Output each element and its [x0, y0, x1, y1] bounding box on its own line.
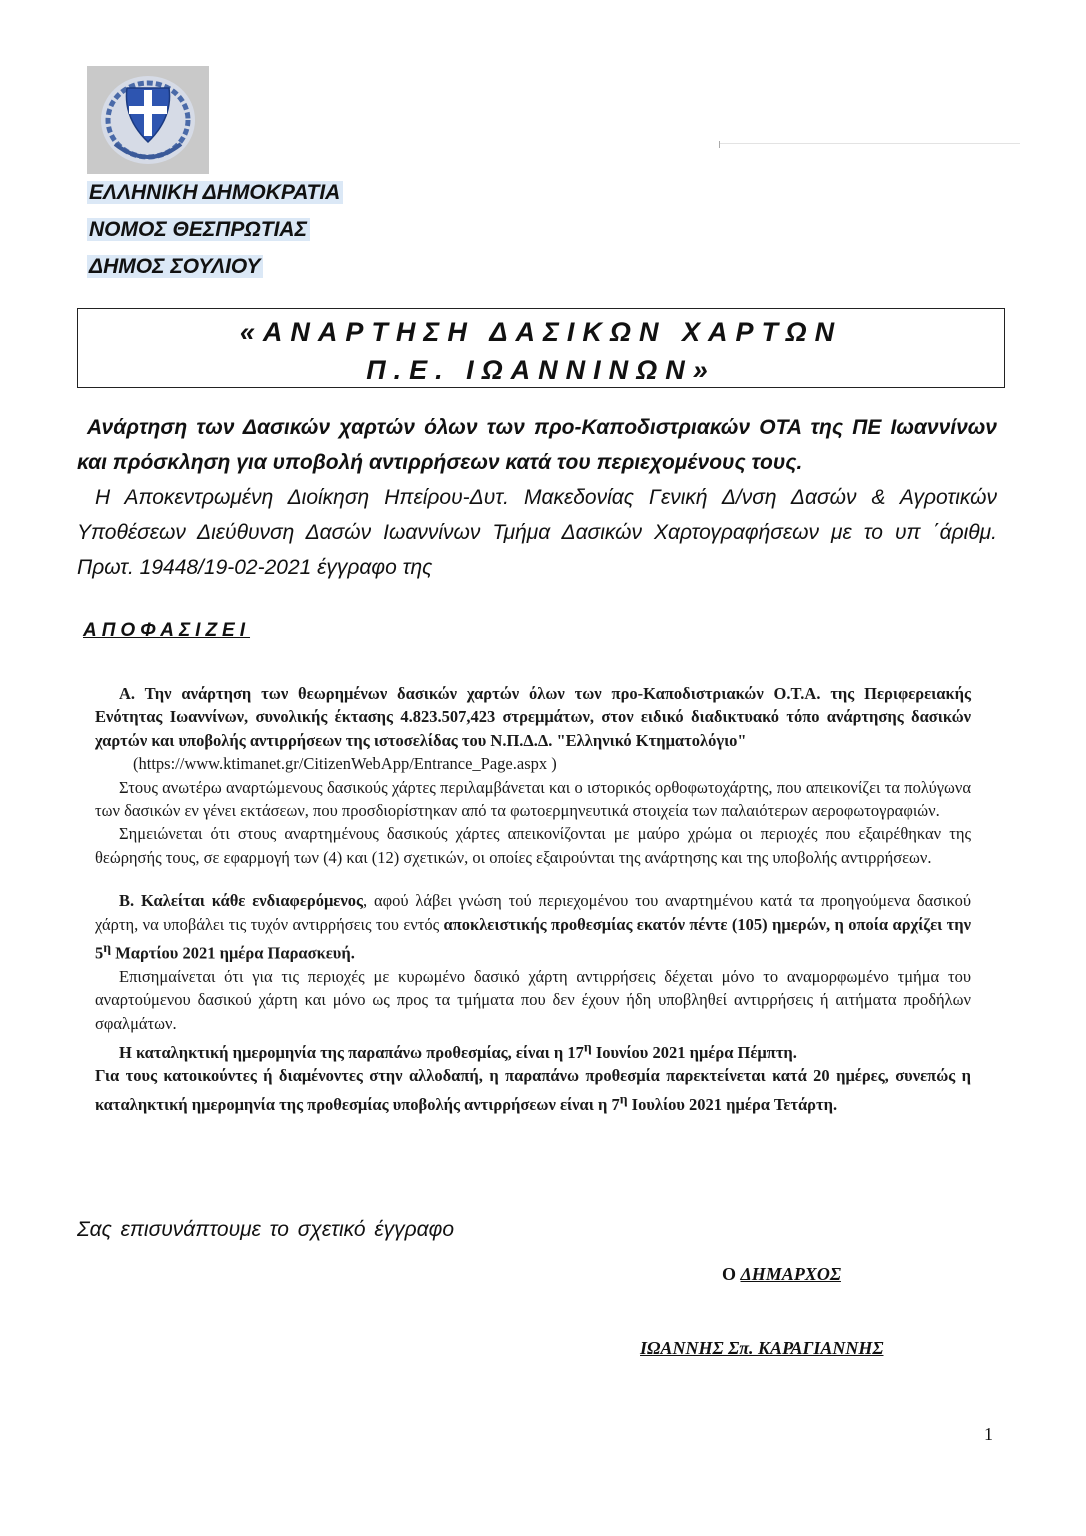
page-number: 1 — [984, 1424, 993, 1444]
signatory-article: Ο — [722, 1264, 737, 1284]
signatory-role: ΔΗΜΑΡΧΟΣ — [740, 1264, 841, 1284]
decree-a-paragraph-3: Σημειώνεται ότι στους αναρτημένους δασικούς χάρτες απεικονίζονται με μαύρο χρώμα οι περιοχές που εξαιρέθηκαν της θεώρησής τους, σε εφαρμογή των (4) και (12) σχετικών, οι οποίες εξαιρούνται της ανάρτησης και της υποβολής αντιρρήσεων. — [95, 824, 971, 867]
decree-b-deadline: Η καταληκτική ημερομηνία της παραπάνω προθεσμίας, είναι η $17^\eta$ Ιουνίου 2021 ημέρα Πέμπτη. — [119, 1039, 797, 1062]
intro-text — [77, 410, 997, 585]
header-rule — [720, 143, 1020, 144]
decree-b-paragraph-2: Επισημαίνεται ότι για τις περιοχές με κυρωμένο δασικό χάρτη αντιρρήσεις δέχεται μόνο το αναμορφωμένο τμήμα του αναρτούμενου δασικού χάρτη και μόνο ως προς τα τμήματα που δεν έχουν ήδη υποβληθεί αντιρρήσεις ή αιτήματα προδήλων σφαλμάτων. — [95, 966, 971, 1033]
emblem — [87, 66, 209, 174]
header-line-republic: ΕΛΛΗΝΙΚΗ ΔΗΜΟΚΡΑΤΙΑ — [87, 174, 343, 211]
signatory-name: ΙΩΑΝΝΗΣ Σπ. ΚΑΡΑΓΙΑΝΝΗΣ — [640, 1338, 884, 1358]
decree-a-paragraph-2: Στους ανωτέρω αναρτώμενους δασικούς χάρτες περιλαμβάνεται και ο ιστορικός ορθοφωτοχάρτης, που απεικονίζει τα πολύγωνα των δασικών εν γένει εκτάσεων, που προσδιορίστηκαν από τα φωτοερμηνευτικά στοιχεία των παλαιότερων αεροφωτογραφιών. — [95, 777, 971, 821]
title-line-1: «ΑΝΑΡΤΗΣΗ ΔΑΣΙΚΩΝ ΧΑΡΤΩΝ — [239, 317, 843, 347]
attachment-note: Σας επισυνάπτουμε το σχετικό έγγραφο — [77, 1218, 454, 1241]
decree-a-paragraph: Α. Την ανάρτηση των θεωρημένων δασικών χαρτών όλων των προ-Καποδιστριακών Ο.Τ.Α. της Περιφερειακής Ενότητας Ιωαννίνων, συνολικής έκτασης 4.823.507,423 στρεμμάτων, στον ειδικό διαδικτυακό τόπο ανάρτησης δασικών χαρτών και υποβολής αντιρρήσεων της ιστοσελίδας του Ν.Π.Δ.Δ. "Ελληνικό Κτηματολόγιο" — [95, 684, 971, 750]
decree-b-abroad: Για τους κατοικούντες ή διαμένοντες στην αλλοδαπή, η παραπάνω προθεσμία παρεκτείνεται κατά 20 ημέρες, συνεπώς η καταληκτική ημερομηνία της προθεσμίας υποβολής αντιρρήσεων είναι η $7^\eta$ Ιουλίου 2021 ημέρα Τετάρτη. — [95, 1066, 971, 1114]
greek-emblem-icon — [87, 66, 209, 174]
header-line-prefecture: ΝΟΜΟΣ ΘΕΣΠΡΩΤΙΑΣ — [87, 211, 343, 248]
document-title — [77, 308, 1005, 388]
decree-url: (https://www.ktimanet.gr/CitizenWebApp/Entrance_Page.aspx ) — [133, 754, 557, 774]
intro-paragraph: Η Αποκεντρωμένη Διοίκηση Ηπείρου-Δυτ. Μακεδονίας Γενική Δ/νση Δασών & Αγροτικών Υποθέσεων Διεύθυνση Δασών Ιωαννίνων Τμήμα Δασικών Χαρτογραφήσεων με το υπ ΄άριθμ. Πρωτ. 19448/19-02-2021 έγγραφο της — [77, 486, 997, 579]
title-line-2: Π.Ε. ΙΩΑΝΝΙΝΩΝ» — [366, 355, 716, 385]
header-line-municipality: ΔΗΜΟΣ ΣΟΥΛΙΟΥ — [87, 248, 343, 285]
signatory-title — [722, 1264, 841, 1285]
decision-heading: ΑΠΟΦΑΣΙΖΕΙ — [83, 620, 251, 641]
decree-b-paragraph: Β. Καλείται κάθε ενδιαφερόμενος, αφού λάβει γνώση τού περιεχομένου του αναρτημένου κατά τα προηγούμενα δασικού χάρτη, να υποβάλει τις τυχόν αντιρρήσεις του εντός αποκλειστικής προθεσμίας εκατόν πέντε (105) ημερών, η οποία αρχίζει την $5^\eta$ Μαρτίου 2021 ημέρα Παρασκευή. — [95, 891, 971, 963]
decree-excerpt — [95, 682, 971, 1116]
intro-bold-paragraph: Ανάρτηση των Δασικών χαρτών όλων των προ-Καποδιστριακών ΟΤΑ της ΠΕ Ιωαννίνων και πρόσκληση για υποβολή αντιρρήσεων κατά του περιεχομένους τους. — [77, 416, 997, 474]
issuer-header — [87, 174, 343, 285]
